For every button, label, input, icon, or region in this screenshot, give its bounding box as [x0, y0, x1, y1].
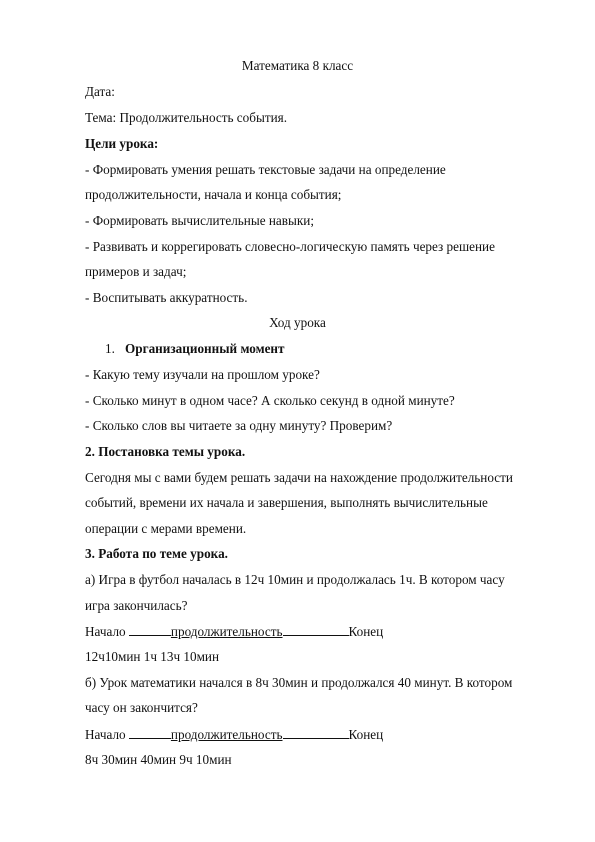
section-2-text-line: событий, времени их начала и завершения, выполнять вычислительные: [85, 495, 488, 510]
section-2-text-line: операции с мерами времени.: [85, 521, 247, 536]
scheme-duration-label: продолжительность: [170, 727, 283, 742]
task-b-scheme: [85, 726, 383, 743]
scheme-end-label: Конец: [348, 727, 384, 742]
lesson-topic: Тема: Продолжительность события.: [85, 110, 288, 125]
scheme-blank-line: [129, 726, 171, 739]
section-2-heading: 2. Постановка темы урока.: [85, 444, 246, 459]
document-header: Математика 8 класс: [241, 58, 354, 73]
scheme-blank-line: [283, 623, 349, 636]
scheme-blank-line: [283, 726, 349, 739]
task-a-values: 12ч10мин 1ч 13ч 10мин: [85, 649, 220, 664]
section-1-number: 1.: [105, 341, 115, 356]
section-2-text-line: Сегодня мы с вами будем решать задачи на нахождение продолжительности: [85, 470, 513, 485]
task-a-scheme: [85, 623, 383, 640]
goal-line: - Развивать и коррегировать словесно-логическую память через решение: [85, 239, 495, 254]
goal-line: - Воспитывать аккуратность.: [85, 290, 248, 305]
goals-heading: Цели урока:: [85, 136, 159, 151]
task-b-line: б) Урок математики начался в 8ч 30мин и продолжался 40 минут. В котором: [85, 675, 513, 690]
goal-line: - Формировать умения решать текстовые задачи на определение: [85, 162, 446, 177]
lesson-heading: Ход урока: [269, 315, 326, 330]
task-a-line: а) Игра в футбол началась в 12ч 10мин и продолжалась 1ч. В котором часу: [85, 572, 505, 587]
scheme-end-label: Конец: [348, 624, 384, 639]
scheme-duration-label: продолжительность: [170, 624, 283, 639]
section-1-heading: [85, 341, 285, 357]
goal-line: продолжительности, начала и конца события;: [85, 187, 342, 202]
section-3-heading: 3. Работа по теме урока.: [85, 546, 228, 561]
scheme-blank-line: [129, 623, 171, 636]
goal-line: примеров и задач;: [85, 264, 187, 279]
task-a-line: игра закончилась?: [85, 598, 188, 613]
task-b-values: 8ч 30мин 40мин 9ч 10мин: [85, 752, 232, 767]
question-line: - Сколько минут в одном часе? А сколько секунд в одной минуте?: [85, 393, 455, 408]
task-b-line: часу он закончится?: [85, 700, 198, 715]
scheme-start-label: Начало: [85, 624, 126, 639]
scheme-start-label: Начало: [85, 727, 126, 742]
question-line: - Какую тему изучали на прошлом уроке?: [85, 367, 320, 382]
date-label: Дата:: [85, 84, 115, 99]
section-1-title: Организационный момент: [125, 341, 285, 356]
goal-line: - Формировать вычислительные навыки;: [85, 213, 314, 228]
question-line: - Сколько слов вы читаете за одну минуту? Проверим?: [85, 418, 393, 433]
